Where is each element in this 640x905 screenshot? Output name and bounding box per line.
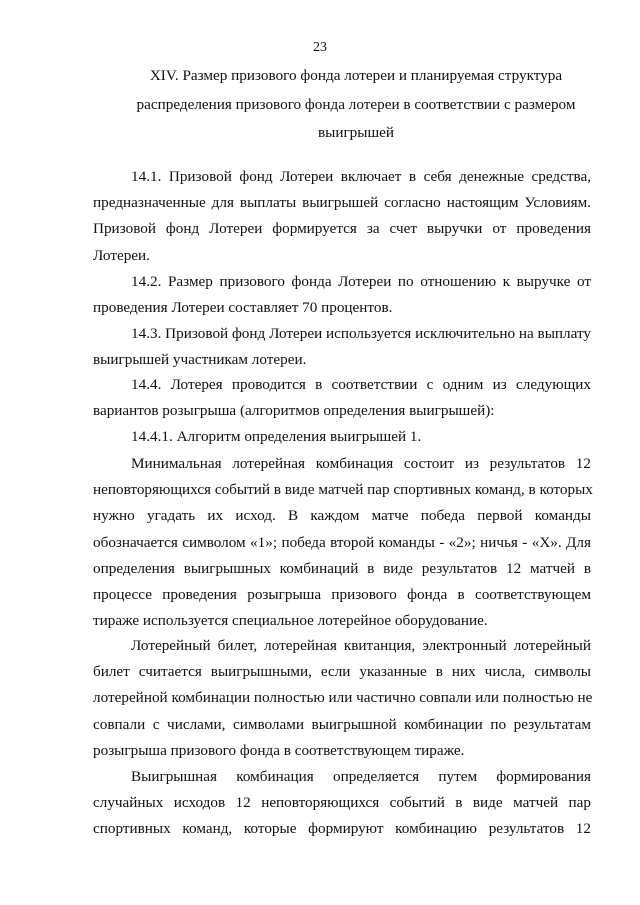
text-line: билет считается выигрышными, если указанные в них числа, символы bbox=[93, 663, 591, 681]
page-number: 23 bbox=[313, 40, 327, 55]
section-title-line: распределения призового фонда лотереи в соответствии с размером bbox=[136, 95, 576, 113]
paragraph-min-combination bbox=[93, 451, 591, 634]
text-line: обозначается символом «1»; победа второй команды - «2»; ничья - «X». Для bbox=[93, 533, 591, 551]
paragraph-14-4-1 bbox=[93, 424, 591, 450]
section-title-line: выигрышей bbox=[317, 124, 395, 141]
text-line: тираже используется специальное лотерейное оборудование. bbox=[93, 612, 488, 630]
section-title bbox=[92, 62, 620, 148]
text-line: спортивных команд, которые формируют комбинацию результатов 12 bbox=[93, 820, 591, 838]
text-line: неповторяющихся событий в виде матчей пар спортивных команд, в которых bbox=[93, 481, 593, 499]
text-line: определения выигрышных комбинаций в виде результатов 12 матчей в bbox=[93, 559, 591, 577]
paragraph-14-2 bbox=[93, 269, 591, 321]
text-line: Призовой фонд Лотереи формируется за счет выручки от проведения bbox=[93, 220, 591, 238]
text-line: нужно угадать их исход. В каждом матче победа первой команды bbox=[93, 507, 591, 525]
text-line: розыгрыша призового фонда в соответствующем тираже. bbox=[93, 741, 465, 759]
text-line: проведения Лотереи составляет 70 процентов. bbox=[93, 299, 393, 317]
text-line: выигрышей участникам лотереи. bbox=[93, 351, 307, 369]
text-line: совпали с числами, символами выигрышной комбинации по результатам bbox=[93, 715, 591, 733]
section-title-line: XIV. Размер призового фонда лотереи и планируемая структура bbox=[149, 67, 563, 84]
text-line: Лотереи. bbox=[93, 246, 150, 264]
paragraph-14-4 bbox=[93, 372, 591, 424]
text-line: 14.4. Лотерея проводится в соответствии с одним из следующих bbox=[131, 376, 591, 393]
text-line: 14.3. Призовой фонд Лотереи используется исключительно на выплату bbox=[131, 325, 591, 342]
text-line: процессе проведения розыгрыша призового фонда в соответствующем bbox=[93, 586, 591, 604]
text-line: 14.4.1. Алгоритм определения выигрышей 1. bbox=[131, 428, 422, 445]
paragraph-14-3 bbox=[93, 321, 591, 373]
text-line: Лотерейный билет, лотерейная квитанция, электронный лотерейный bbox=[131, 637, 591, 654]
text-line: 14.1. Призовой фонд Лотереи включает в себя денежные средства, bbox=[131, 168, 591, 185]
text-line: предназначенные для выплаты выигрышей согласно настоящим Условиям. bbox=[93, 194, 591, 212]
text-line: случайных исходов 12 неповторяющихся событий в виде матчей пар bbox=[93, 794, 591, 812]
paragraph-winning-combination bbox=[93, 764, 591, 843]
text-line: 14.2. Размер призового фонда Лотереи по отношению к выручке от bbox=[131, 273, 591, 290]
text-line: вариантов розыгрыша (алгоритмов определения выигрышей): bbox=[93, 402, 495, 420]
paragraph-winning-ticket bbox=[93, 633, 591, 764]
text-line: Минимальная лотерейная комбинация состоит из результатов 12 bbox=[131, 455, 591, 472]
text-line: лотерейной комбинации полностью или частично совпали или полностью не bbox=[93, 689, 593, 707]
text-line: Выигрышная комбинация определяется путем формирования bbox=[131, 768, 591, 785]
paragraph-14-1 bbox=[93, 164, 591, 269]
